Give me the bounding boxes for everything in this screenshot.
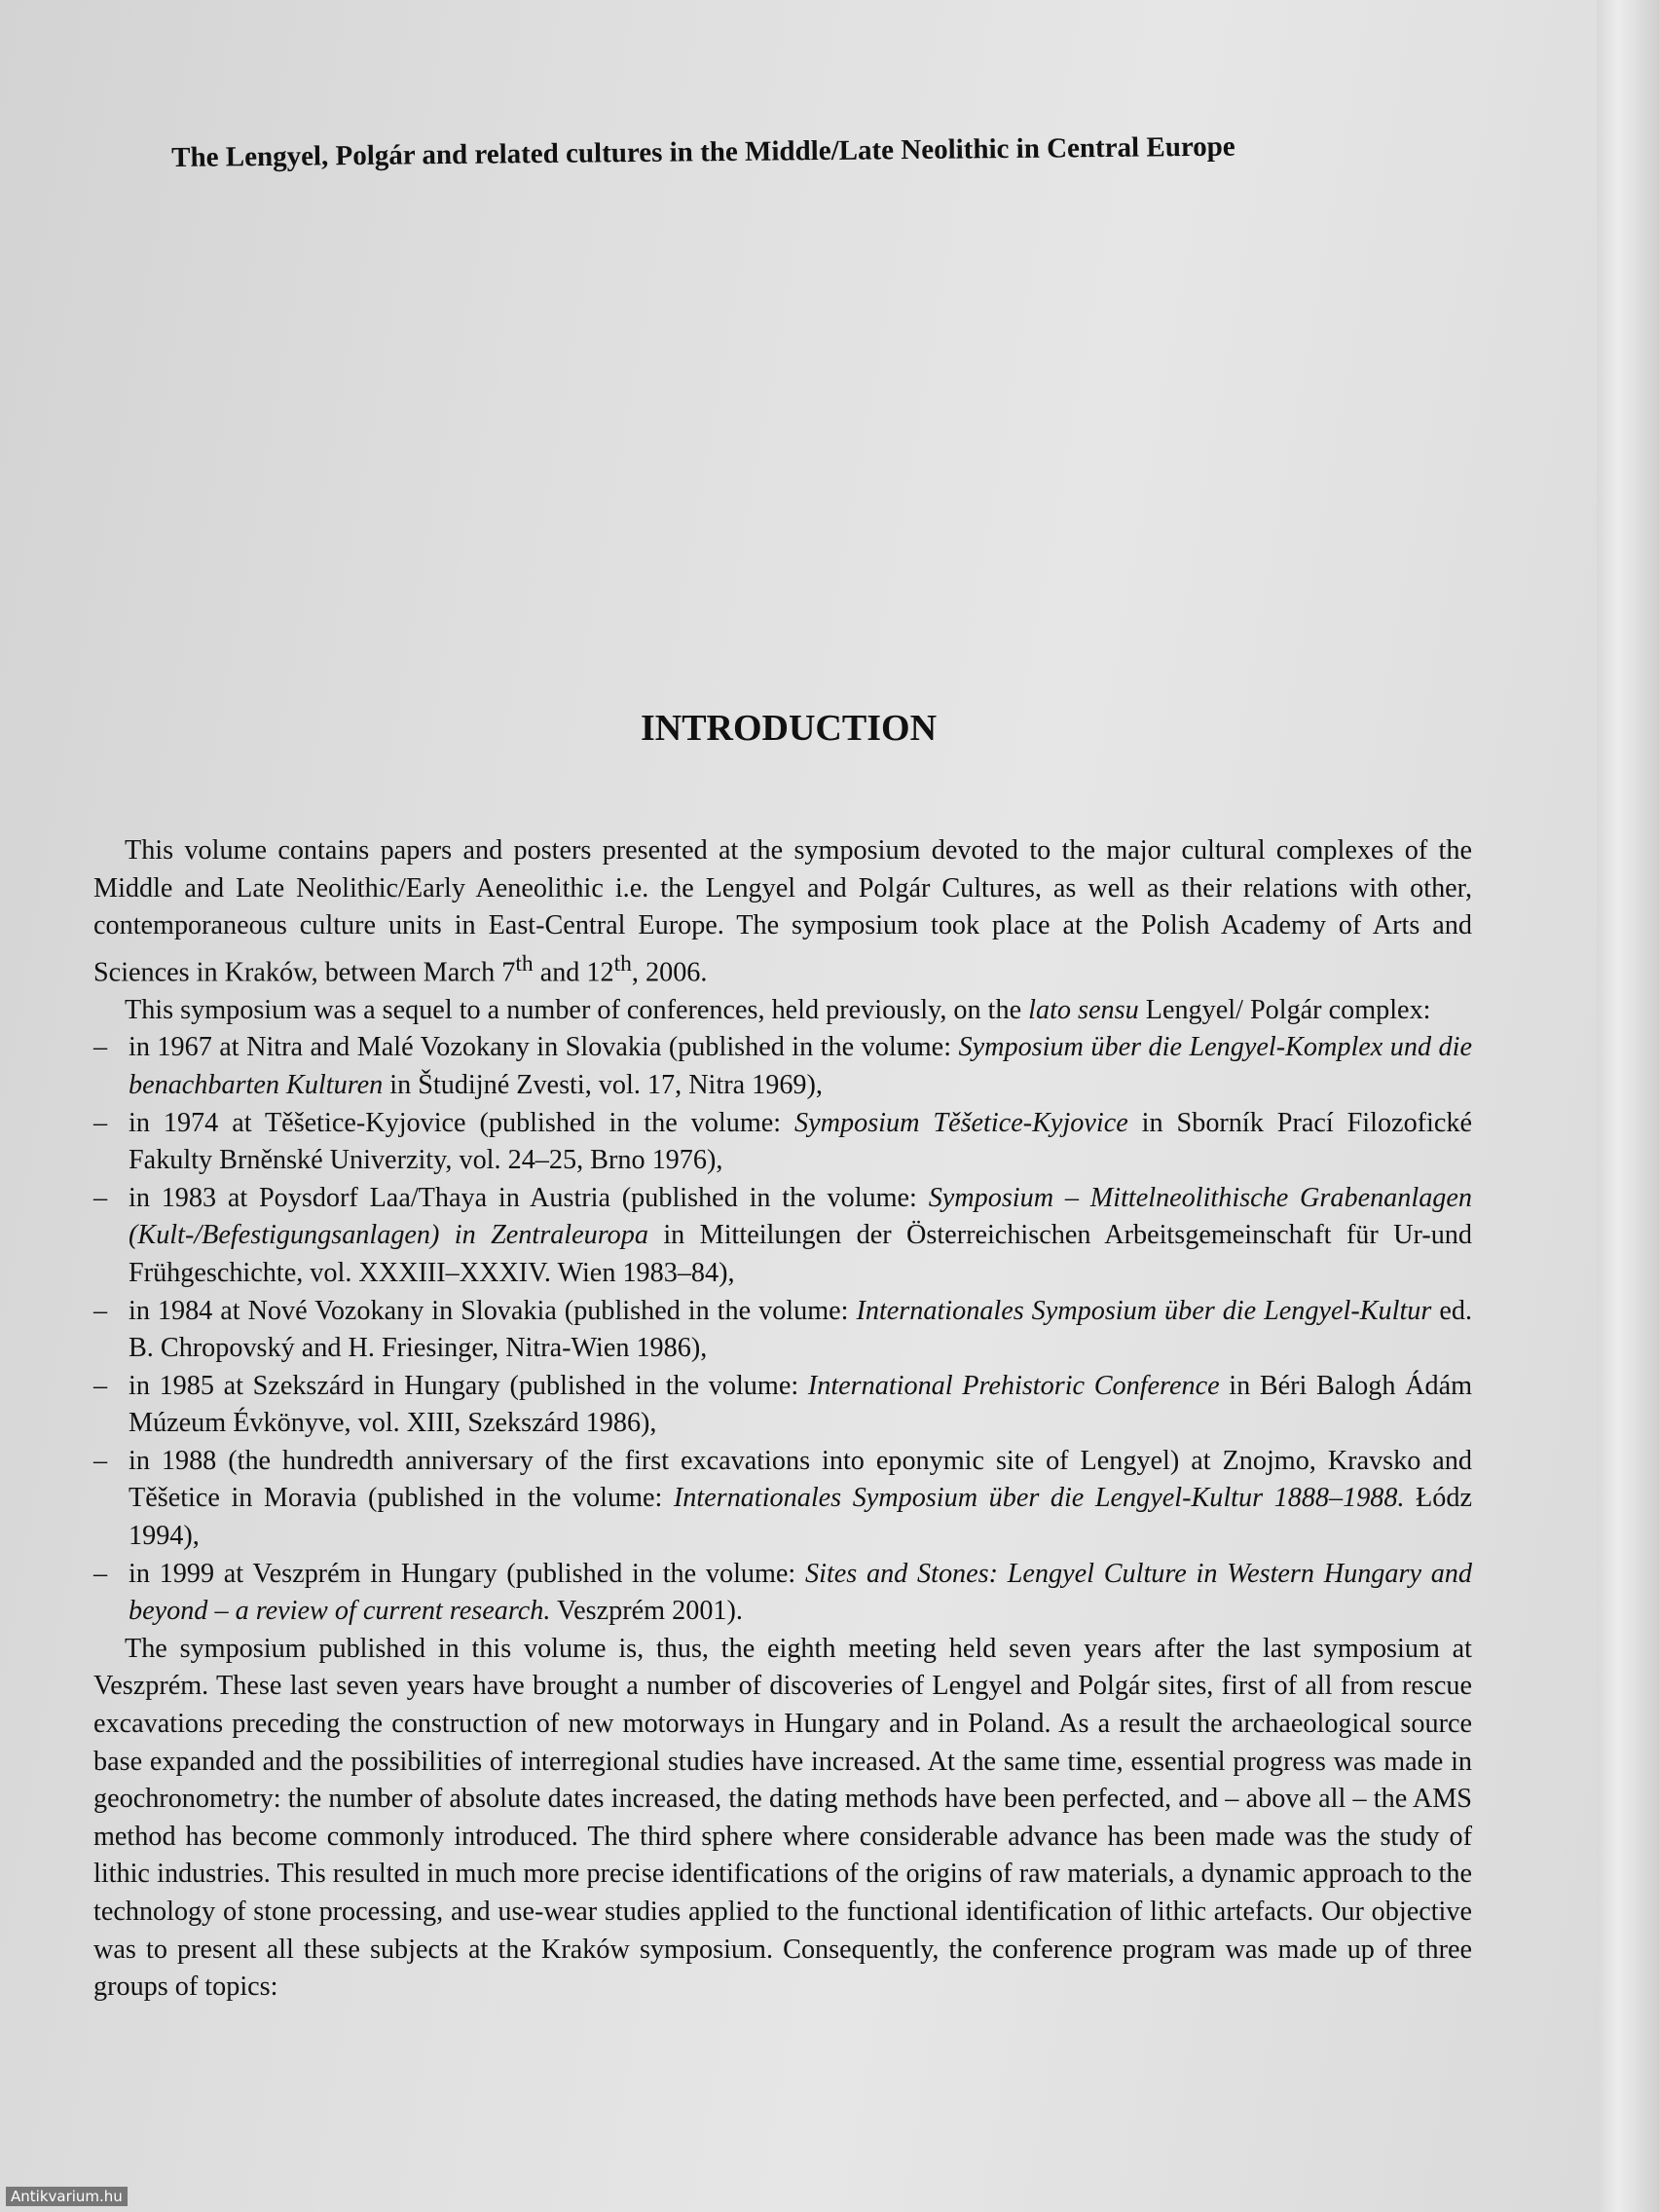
list-item	[93, 1368, 1472, 1443]
item-text: in 1988 (the hundredth anniversary of the first excavations into eponymic site of Lengyel) at Znojmo, Kravsko and Těšetice in Moravia (published in the volume:	[129, 1445, 1472, 1514]
list-dash: –	[93, 1558, 108, 1589]
item-text: in 1967 at Nitra and Malé Vozokany in Slovakia (published in the volume:	[129, 1032, 959, 1063]
volume-title: Internationales Symposium über die Lengyel-Kultur 1888–1988.	[673, 1483, 1405, 1514]
list-dash: –	[93, 1295, 108, 1326]
paragraph-text: Lengyel/ Polgár complex:	[1138, 994, 1431, 1025]
item-text: in 1984 at Nové Vozokany in Slovakia (published in the volume:	[129, 1295, 857, 1326]
list-item	[93, 1556, 1472, 1631]
list-dash: –	[93, 1445, 108, 1476]
item-text: in Béri Balogh Ádám Múzeum Évkönyve, vol. XIII, Szekszárd 1986),	[129, 1370, 1473, 1439]
running-header-title: The Lengyel, Polgár and related cultures in the Middle/Late Neolithic in Central Europe	[171, 130, 1235, 173]
list-item	[93, 1029, 1472, 1104]
item-text: in 1983 at Poysdorf Laa/Thaya in Austria (published in the volume:	[129, 1182, 929, 1213]
list-item	[93, 1180, 1472, 1293]
italic-term: lato sensu	[1028, 994, 1139, 1025]
volume-title: Symposium über die Lengyel-Komplex und die benachbarten Kulturen	[129, 1032, 1472, 1100]
page-edge	[1597, 0, 1659, 2212]
conference-list	[93, 1029, 1472, 1631]
paragraph-text: , 2006.	[631, 957, 708, 988]
item-text: ed. B. Chropovský and H. Friesinger, Nitra-Wien 1986),	[129, 1295, 1472, 1364]
list-item	[93, 1105, 1472, 1180]
superscript: th	[515, 950, 534, 977]
volume-title: International Prehistoric Conference	[807, 1370, 1220, 1401]
item-text: Łódz 1994),	[129, 1483, 1472, 1552]
item-text: in Študijné Zvesti, vol. 17, Nitra 1969),	[383, 1069, 823, 1100]
list-dash: –	[93, 1182, 108, 1213]
superscript: th	[613, 950, 632, 977]
item-text: in 1999 at Veszprém in Hungary (published in the volume:	[129, 1558, 806, 1589]
item-text: in Sborník Prací Filozofické Fakulty Brněnské Univerzity, vol. 24–25, Brno 1976),	[129, 1107, 1472, 1176]
paragraph-text: and 12	[533, 957, 614, 988]
paragraph-intro	[93, 832, 1472, 992]
list-item	[93, 1443, 1472, 1556]
watermark: Antikvarium.hu	[6, 2187, 128, 2206]
list-dash: –	[93, 1370, 108, 1401]
volume-title: Sites and Stones: Lengyel Culture in Western Hungary and beyond – a review of current research.	[129, 1558, 1472, 1627]
volume-title: Internationales Symposium über die Lengyel-Kultur	[856, 1295, 1432, 1326]
item-text: in Mitteilungen der Österreichischen Arbeitsgemeinschaft für Ur-und Frühgeschichte, vol. XXXIII–XXXIV. Wien 1983–84),	[129, 1220, 1472, 1288]
item-text: in 1985 at Szekszárd in Hungary (published in the volume:	[129, 1370, 808, 1401]
body-text	[93, 832, 1472, 2007]
paragraph-text: This volume contains papers and posters presented at the symposium devoted to the major cultural complexes of the Middle and Late Neolithic/Early Aeneolithic i.e. the Lengyel and Polgár Cultures, as well as their relations with other, contemporaneous culture units in East-Central Europe. The symposium took place at the Polish Academy of Arts and Sciences in Kraków, between March 7	[93, 835, 1472, 988]
list-dash: –	[93, 1107, 108, 1138]
volume-title: Symposium Těšetice-Kyjovice	[794, 1107, 1128, 1138]
list-item	[93, 1293, 1472, 1368]
item-text: in 1974 at Těšetice-Kyjovice (published in the volume:	[129, 1107, 795, 1138]
volume-title: Symposium – Mittelneolithische Grabenanlagen (Kult-/Befestigungsanlagen) in Zentraleuropa	[129, 1182, 1472, 1251]
paragraph-closing: The symposium published in this volume is, thus, the eighth meeting held seven years after the last symposium at Veszprém. These last seven years have brought a number of discoveries of Lengyel and Polgár sites, first of all from rescue excavations preceding the construction of new motorways in Hungary and in Poland. As a result the archaeological source base expanded and the possibilities of interregional studies have increased. At the same time, essential progress was made in geochronometry: the number of absolute dates increased, the dating methods have been perfected, and – above all – the AMS method has become commonly introduced. The third sphere where considerable advance has been made was the study of lithic industries. This resulted in much more precise identifications of the origins of raw materials, a dynamic approach to the technology of stone processing, and use-wear studies applied to the functional identification of lithic artefacts. Our objective was to present all these subjects at the Kraków symposium. Consequently, the conference program was made up of three groups of topics:	[93, 1633, 1472, 2003]
section-heading: INTRODUCTION	[640, 708, 938, 749]
item-text: Veszprém 2001).	[550, 1596, 743, 1627]
paragraph-text: This symposium was a sequel to a number of conferences, held previously, on the	[125, 994, 1029, 1025]
paragraph-sequel	[93, 992, 1472, 1030]
list-dash: –	[93, 1032, 108, 1063]
